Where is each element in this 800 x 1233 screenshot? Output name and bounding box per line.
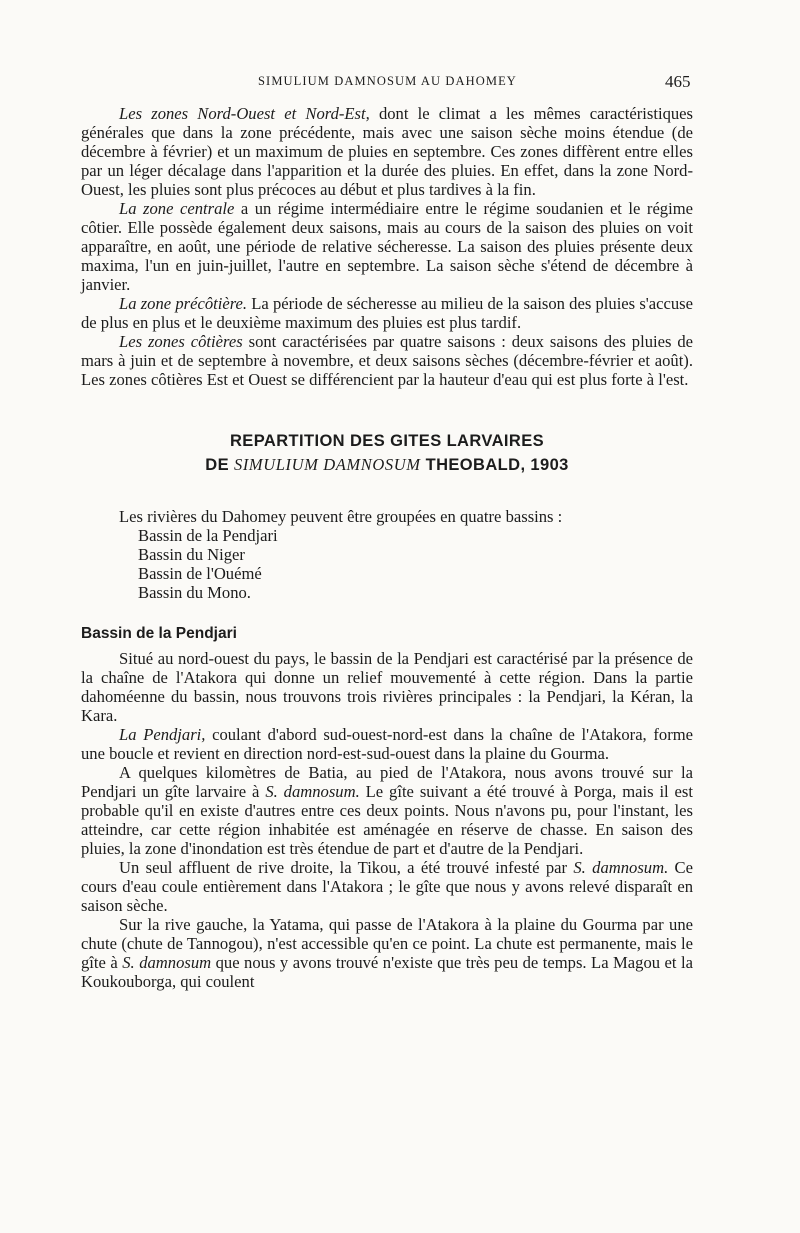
paragraph-zone-precotiere (81, 294, 693, 332)
running-head (0, 72, 800, 92)
paragraph-zone-centrale (81, 199, 693, 294)
paragraph-text: Un seul affluent de rive droite, la Tikou, a été trouvé infesté par (119, 858, 574, 877)
paragraph-text: dont le climat a les mêmes caractéristiques générales que dans la zone précédente, mais avec une saison sèche moins étendue (de décembre à février) et un maximum de pluies en septembre. Ces zones diffèrent entre elles par un léger décalage dans l'apparition et la durée des pluies. En effet, dans la zone Nord-Ouest, les pluies sont plus précoces au début et plus tardives à la fin. (81, 104, 693, 199)
list-item: Bassin du Mono. (138, 583, 251, 602)
paragraph-zones-cotieres (81, 332, 693, 389)
section-heading (81, 429, 693, 477)
paragraph-text: Le gîte suivant a été trouvé à Porga, mais il est probable qu'il en existe d'autres entre ces deux points. Nous n'avons pu, pour l'instant, les atteindre, car cette région inhabitée est aménagée en réserve de chasse. En saison des pluies, la zone d'inondation est très étendue de part et d'autre de la Pendjari. (81, 782, 693, 858)
page-body (81, 104, 693, 991)
paragraph-lead: La zone précôtière. (119, 294, 248, 313)
paragraph-text: que nous y avons trouvé n'existe que très peu de temps. La Magou et la Koukouborga, qui coulent (81, 953, 694, 991)
list-item: Bassin de la Pendjari (138, 526, 278, 545)
subheading-pendjari: Bassin de la Pendjari (81, 625, 237, 642)
paragraph-zones-nord (81, 104, 693, 199)
paragraph-lead: La Pendjari, (119, 725, 206, 744)
paragraph-la-pendjari (81, 725, 693, 763)
paragraph-lead: La zone centrale (119, 199, 235, 218)
paragraph-lead: Les zones Nord-Ouest et Nord-Est, (119, 104, 370, 123)
paragraph-text: coulant d'abord sud-ouest-nord-est dans la chaîne de l'Atakora, forme une boucle et revient en direction nord-est-sud-ouest dans la plaine du Gourma. (81, 725, 693, 763)
list-item: Bassin de l'Ouémé (138, 564, 262, 583)
paragraph-text: Sur la rive gauche, la Yatama, qui passe de l'Atakora à la plaine du Gourma par une chute (chute de Tannogou), n'est accessible qu'en ce point. La chute est permanente, mais le gîte à (81, 915, 693, 972)
species-name: S. damnosum. (573, 858, 669, 877)
paragraph-text: A quelques kilomètres de Batia, au pied de l'Atakora, nous avons trouvé sur la Pendjari un gîte larvaire à (81, 763, 693, 801)
paragraph-batia (81, 763, 693, 858)
list-item: Bassin du Niger (138, 545, 245, 564)
species-name: S. damnosum. (265, 782, 360, 801)
heading-suffix: THEOBALD, 1903 (425, 456, 569, 474)
heading-prefix: DE (205, 456, 229, 474)
paragraph-situe: Situé au nord-ouest du pays, le bassin de la Pendjari est caractérisé par la présence de la chaîne de l'Atakora qui donne un relief mouvementé à cette région. Dans la partie dahoméenne du bassin, nous trouvons trois rivières principales : la Pendjari, la Kéran, la Kara. (81, 649, 693, 725)
basins-intro: Les rivières du Dahomey peuvent être groupées en quatre bassins : (119, 507, 563, 526)
paragraph-text: La période de sécheresse au milieu de la saison des pluies s'accuse de plus en plus et le deuxième maximum des pluies est plus tardif. (81, 294, 693, 332)
species-name: S. damnosum (122, 953, 212, 972)
paragraph-text: Ce cours d'eau coule entièrement dans l'Atakora ; le gîte que nous y avons relevé disparaît en saison sèche. (81, 858, 693, 915)
paragraph-text: a un régime intermédiaire entre le régime soudanien et le régime côtier. Elle possède également deux saisons, mais au cours de la saison des pluies on voit apparaître, en août, une période de relative sécheresse. La saison des pluies présente deux maxima, l'un en juin-juillet, l'autre en septembre. La saison sèche s'étend de décembre à janvier. (81, 199, 693, 294)
section-heading-line-1: REPARTITION DES GITES LARVAIRES (229, 432, 545, 450)
paragraph-lead: Les zones côtières (119, 332, 243, 351)
paragraph-text: sont caractérisées par quatre saisons : deux saisons des pluies de mars à juin et de septembre à novembre, et deux saisons sèches (décembre-février et août). Les zones côtières Est et Ouest se différencient par la hauteur d'eau qui est plus forte à l'est. (81, 332, 694, 389)
running-title: SIMULIUM DAMNOSUM AU DAHOMEY (258, 74, 517, 88)
basin-list (81, 526, 693, 602)
paragraph-yatama (81, 915, 693, 991)
page-number: 465 (665, 72, 691, 91)
heading-species: SIMULIUM DAMNOSUM (233, 455, 421, 474)
paragraph-tikou (81, 858, 693, 915)
section-heading-line-2 (81, 453, 693, 477)
